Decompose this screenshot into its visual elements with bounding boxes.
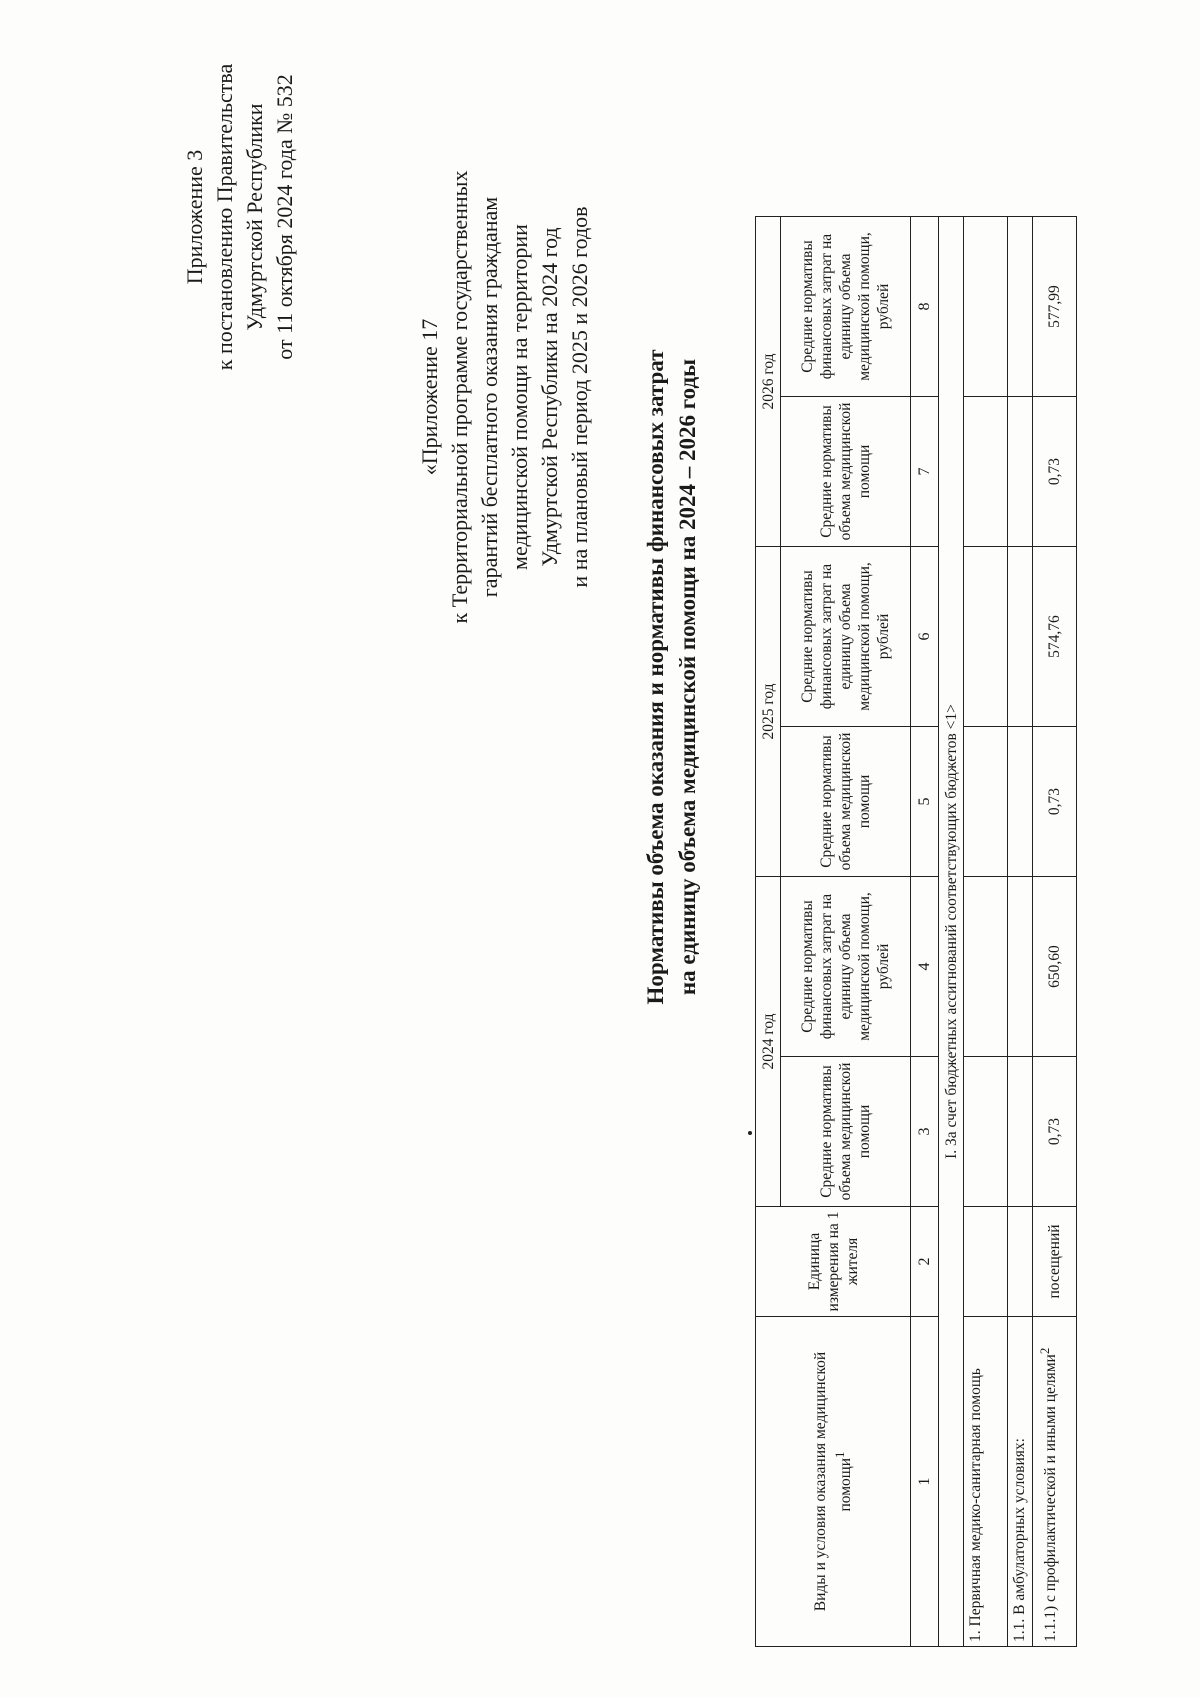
scan-dot: [748, 1131, 752, 1135]
appendix-17-header: [415, 0, 595, 817]
row-cost-2026: [1008, 217, 1033, 397]
table-row: [964, 217, 1008, 1647]
row-volume-2026: [964, 397, 1008, 547]
header-volume-2025: Средние нормативы объема медицинской помощи: [781, 727, 911, 877]
column-number: 5: [911, 727, 939, 877]
row-cost-2024: 650,60: [1033, 877, 1077, 1057]
header-cost-2024: Средние нормативы финансовых затрат на единицу объема медицинской помощи, рублей: [781, 877, 911, 1057]
column-number: 3: [911, 1057, 939, 1207]
header-cost-2026: Средние нормативы финансовых затрат на единицу объема медицинской помощи, рублей: [781, 217, 911, 397]
row-unit: посещений: [1033, 1207, 1077, 1317]
header-year-2026: 2026 год: [756, 217, 781, 547]
column-number: 2: [911, 1207, 939, 1317]
header-kind-text: Виды и условия оказания медицинской помощи: [811, 1351, 855, 1612]
document-title: [640, 17, 704, 1337]
header-kind-footnote: 1: [831, 1451, 847, 1458]
row-kind: [1033, 1317, 1077, 1647]
row-volume-2025: 0,73: [1033, 727, 1077, 877]
row-kind: 1. Первичная медико-санитарная помощь: [964, 1317, 1008, 1647]
row-cost-2026: 577,99: [1033, 217, 1077, 397]
header-cost-2025: Средние нормативы финансовых затрат на единицу объема медицинской помощи, рублей: [781, 547, 911, 727]
section-row: [939, 217, 964, 1647]
document-title-line: Нормативы объема оказания и нормативы финансовых затрат: [643, 349, 668, 1005]
column-number: 4: [911, 877, 939, 1057]
row-cost-2025: [1008, 547, 1033, 727]
row-volume-2024: 0,73: [1033, 1057, 1077, 1207]
appendix-17-line: и на плановый период 2025 и 2026 годов: [567, 206, 592, 588]
row-volume-2024: [964, 1057, 1008, 1207]
row-volume-2026: [1008, 397, 1033, 547]
row-volume-2025: [1008, 727, 1033, 877]
column-number: 6: [911, 547, 939, 727]
appendix-17-line: гарантий бесплатного оказания гражданам: [477, 196, 502, 598]
appendix-3-line: к постановлению Правительства: [212, 63, 237, 371]
appendix-17-line: медицинской помощи на территории: [507, 224, 532, 570]
appendix-17-line: «Приложение 17: [417, 318, 442, 476]
header-volume-2026: Средние нормативы объема медицинской помощи: [781, 397, 911, 547]
row-cost-2024: [1008, 877, 1033, 1057]
appendix-17-line: Удмуртской Республики на 2024 год: [537, 227, 562, 567]
row-cost-2025: [964, 547, 1008, 727]
header-year-2025: 2025 год: [756, 547, 781, 877]
appendix-3-header: [180, 0, 300, 447]
table-row: [1008, 217, 1033, 1647]
appendix-17-line: к Территориальной программе государственных: [447, 170, 472, 624]
row-kind-text: 1.1.1) с профилактической и иными целями: [1042, 1354, 1060, 1642]
row-cost-2024: [964, 877, 1008, 1057]
column-number: 1: [911, 1317, 939, 1647]
document-title-line: на единицу объема медицинской помощи на 2024 – 2026 годы: [675, 358, 700, 996]
row-unit: [1008, 1207, 1033, 1317]
row-volume-2024: [1008, 1057, 1033, 1207]
header-year-2024: 2024 год: [756, 877, 781, 1207]
column-number: 7: [911, 397, 939, 547]
column-number: 8: [911, 217, 939, 397]
row-unit: [964, 1207, 1008, 1317]
header-volume-2024: Средние нормативы объема медицинской помощи: [781, 1057, 911, 1207]
row-cost-2026: [964, 217, 1008, 397]
header-row-years: [756, 217, 781, 1647]
column-number-row: [911, 217, 939, 1647]
appendix-3-line: Приложение 3: [182, 149, 207, 285]
row-volume-2026: 0,73: [1033, 397, 1077, 547]
header-unit-cell: Единица измерения на 1 жителя: [756, 1207, 911, 1317]
norms-table: [755, 216, 1077, 1647]
section-heading: I. За счет бюджетных ассигнований соответствующих бюджетов <1>: [939, 217, 964, 1647]
appendix-3-line: Удмуртской Республики: [242, 103, 267, 331]
table-row: [1033, 217, 1077, 1647]
row-kind: 1.1. В амбулаторных условиях:: [1008, 1317, 1033, 1647]
row-volume-2025: [964, 727, 1008, 877]
appendix-3-line: от 11 октября 2024 года № 532: [272, 74, 297, 360]
header-kind-cell: [756, 1317, 911, 1647]
row-cost-2025: 574,76: [1033, 547, 1077, 727]
row-kind-footnote: 2: [1037, 1347, 1052, 1355]
